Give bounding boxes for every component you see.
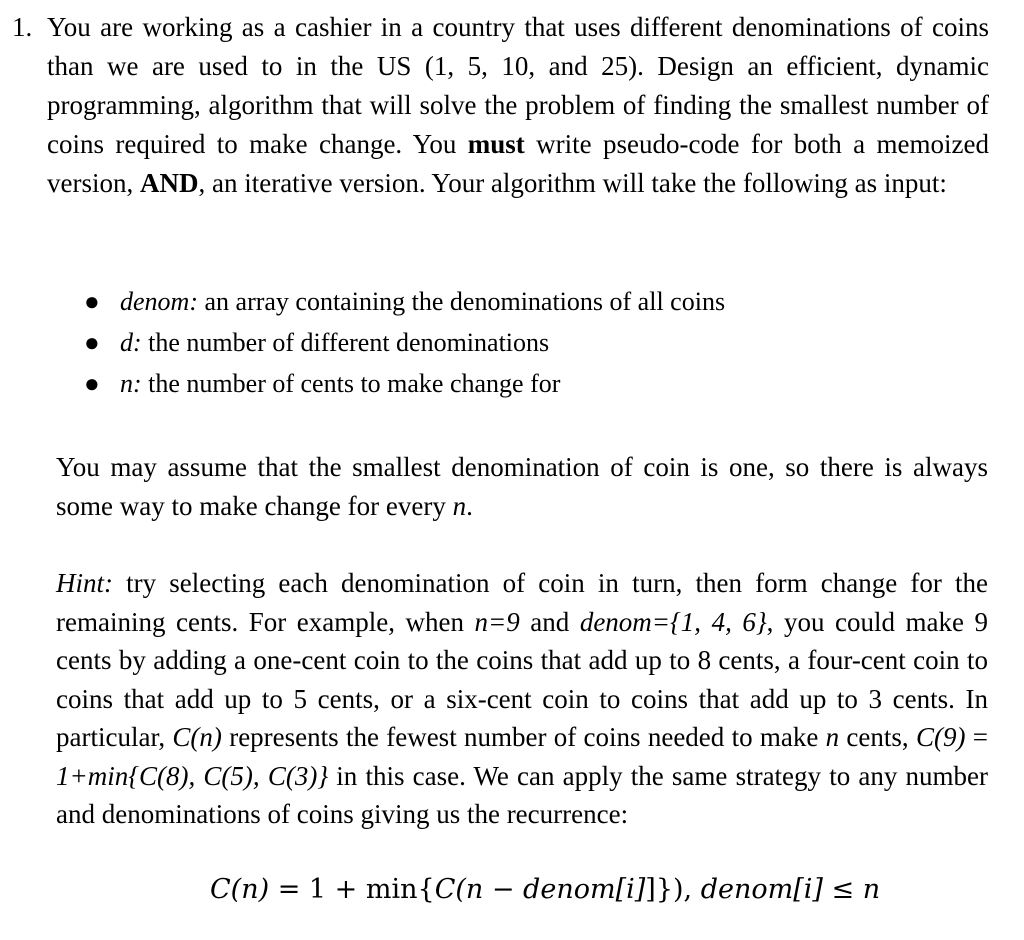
bullet-icon: ● xyxy=(84,369,100,398)
input-term: d: xyxy=(120,328,142,357)
input-list xyxy=(84,281,725,404)
assumption-paragraph: You may assume that the smallest denomination of coin is one, so there is always some way to make change for every n. xyxy=(56,452,988,521)
problem-intro: You are working as a cashier in a country that uses different denominations of coins than we are used to in the US (1, 5, 10, and 25). Design an efficient, dynamic programming, algorithm that will solve the problem of finding the smallest number of coins required to make change. You must write pseudo-code for both a memoized version, AND, an iterative version. Your algorithm will take the following as input: xyxy=(47,12,989,198)
bullet-icon: ● xyxy=(84,287,100,316)
input-description: the number of cents to make change for xyxy=(141,369,561,398)
problem-number: 1. xyxy=(12,12,33,42)
input-term: n: xyxy=(120,369,142,398)
input-description: an array containing the denominations of all coins xyxy=(197,287,726,316)
hint-paragraph: Hint: try selecting each denomination of coin in turn, then form change for the remaining cents. For example, when n=9 and denom={1, 4, 6}, you could make 9 cents by adding a one-cent coin to the coins that add up to 8 cents, a four-cent coin to coins that add up to 5 cents, or a six-cent coin to coins that add up to 3 cents. In particular, C(n) represents the fewest number of coins needed to make n cents, C(9) = 1+min{C(8), C(5), C(3)} in this case. We can apply the same strategy to any number and denominations of coins giving us the recurrence: xyxy=(56,568,988,829)
and-emphasis: AND xyxy=(139,168,199,198)
list-item xyxy=(84,322,725,363)
input-term: denom: xyxy=(120,287,198,316)
recurrence-formula: C(n) = 1 + min{C(n − denom[i]]}), denom[i] ≤ n xyxy=(210,874,881,905)
bullet-icon: ● xyxy=(84,328,100,357)
hint-label: Hint: xyxy=(56,568,113,598)
must-emphasis: must xyxy=(467,129,525,159)
list-item xyxy=(84,281,725,322)
input-description: the number of different denominations xyxy=(141,328,550,357)
list-item xyxy=(84,363,725,404)
